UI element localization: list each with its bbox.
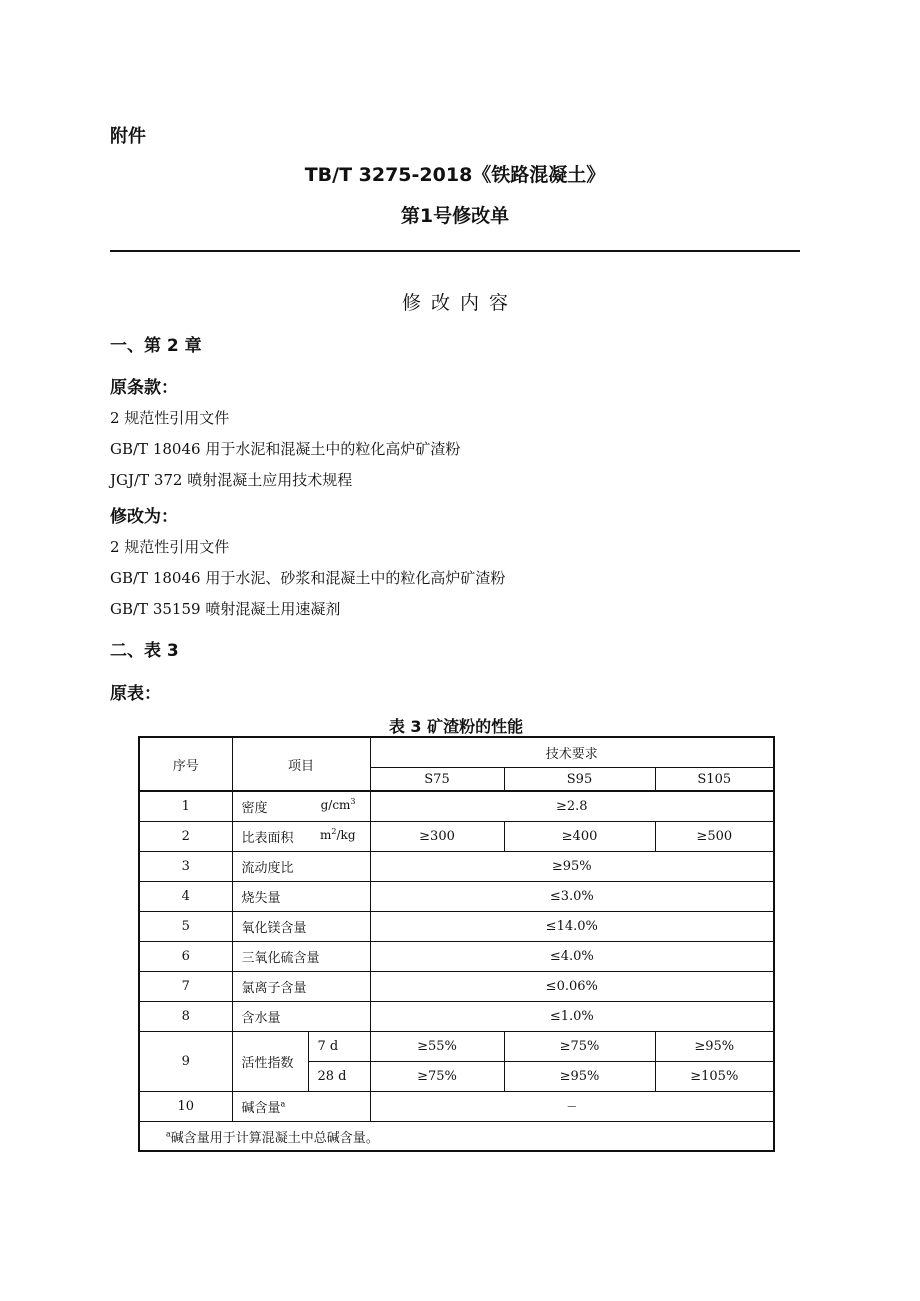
- table-row: [139, 942, 774, 972]
- row-seq: 2: [139, 822, 232, 852]
- row-item: [232, 791, 370, 822]
- header-item: 项目: [232, 737, 370, 791]
- row-seq: 6: [139, 942, 232, 972]
- row-age: 28 d: [308, 1062, 370, 1092]
- revised-clause-label: 修改为：: [110, 507, 178, 527]
- header-grade: S95: [504, 768, 655, 792]
- table-row: [139, 912, 774, 942]
- row-unit: $m^2/kg$: [320, 827, 356, 842]
- table-row: [139, 882, 774, 912]
- row-item: 氯离子含量: [232, 972, 370, 1002]
- original-line: JGJ/T 372 喷射混凝土应用技术规程: [110, 471, 353, 489]
- original-table-label: 原表：: [110, 684, 161, 704]
- table-row: [139, 972, 774, 1002]
- row-item-label: 比表面积: [241, 831, 294, 846]
- row-value: ≤3.0%: [370, 882, 774, 912]
- revised-line: GB/T 35159 喷射混凝土用速凝剂: [110, 600, 341, 618]
- header-seq: 序号: [139, 737, 232, 791]
- row-seq: 3: [139, 852, 232, 882]
- original-line: GB/T 18046 用于水泥和混凝土中的粒化高炉矿渣粉: [110, 440, 461, 458]
- table-row: [139, 822, 774, 852]
- section1-heading: 一、第 2 章: [110, 336, 202, 356]
- row-item: 含水量: [232, 1002, 370, 1032]
- row-value: ≥55%: [370, 1032, 504, 1062]
- content-title: 修 改 内 容: [401, 292, 511, 314]
- row-value: ≤1.0%: [370, 1002, 774, 1032]
- table-row: [139, 791, 774, 822]
- row-value: ≥75%: [504, 1032, 655, 1062]
- row-item: 流动度比: [232, 852, 370, 882]
- slag-powder-properties-table: [138, 736, 775, 1152]
- row-seq: 8: [139, 1002, 232, 1032]
- table-row: [139, 1002, 774, 1032]
- row-value: ≥500: [655, 822, 774, 852]
- row-value: ≥400: [504, 822, 655, 852]
- standard-title: TB/T 3275-2018《铁路混凝土》: [304, 164, 606, 186]
- row-seq: 1: [139, 791, 232, 822]
- table-footnote-row: [139, 1122, 774, 1152]
- row-unit: $g/cm^3$: [320, 797, 356, 812]
- table-footnote: $^a$碱含量用于计算混凝土中总碱含量。: [139, 1122, 774, 1152]
- table-row: [139, 1032, 774, 1062]
- row-seq: 9: [139, 1032, 232, 1092]
- header-tech: 技术要求: [370, 737, 774, 768]
- row-value: ≥105%: [655, 1062, 774, 1092]
- row-value: ≤14.0%: [370, 912, 774, 942]
- row-value: —: [370, 1092, 774, 1122]
- section2-heading: 二、表 3: [110, 641, 179, 661]
- header-grade: S75: [370, 768, 504, 792]
- header-grade: S105: [655, 768, 774, 792]
- row-item: [232, 822, 370, 852]
- header-divider: [110, 250, 800, 252]
- row-value: ≥300: [370, 822, 504, 852]
- original-clause-label: 原条款：: [110, 378, 178, 398]
- row-age: 7 d: [308, 1032, 370, 1062]
- revised-line: 2 规范性引用文件: [110, 538, 230, 556]
- row-item: 碱含量$^a$: [232, 1092, 370, 1122]
- attachment-label: 附件: [110, 126, 146, 147]
- table-caption: 表 3 矿渣粉的性能: [388, 717, 524, 736]
- row-seq: 4: [139, 882, 232, 912]
- row-seq: 10: [139, 1092, 232, 1122]
- row-value: ≥2.8: [370, 791, 774, 822]
- row-value: ≥95%: [655, 1032, 774, 1062]
- table-header-row: [139, 737, 774, 768]
- row-seq: 5: [139, 912, 232, 942]
- row-item: 活性指数: [232, 1032, 308, 1092]
- amendment-title: 第1号修改单: [400, 205, 510, 227]
- row-item-label: 密度: [241, 801, 268, 816]
- footnote-ref: a: [280, 1099, 286, 1109]
- row-seq: 7: [139, 972, 232, 1002]
- row-value: ≥75%: [370, 1062, 504, 1092]
- original-line: 2 规范性引用文件: [110, 409, 230, 427]
- revised-line: GB/T 18046 用于水泥、砂浆和混凝土中的粒化高炉矿渣粉: [110, 569, 506, 587]
- row-item: 三氧化硫含量: [232, 942, 370, 972]
- row-item: 烧失量: [232, 882, 370, 912]
- table-row: [139, 1092, 774, 1122]
- row-value: ≤0.06%: [370, 972, 774, 1002]
- row-value: ≤4.0%: [370, 942, 774, 972]
- row-item: 氧化镁含量: [232, 912, 370, 942]
- row-value: ≥95%: [504, 1062, 655, 1092]
- table-row: [139, 852, 774, 882]
- row-value: ≥95%: [370, 852, 774, 882]
